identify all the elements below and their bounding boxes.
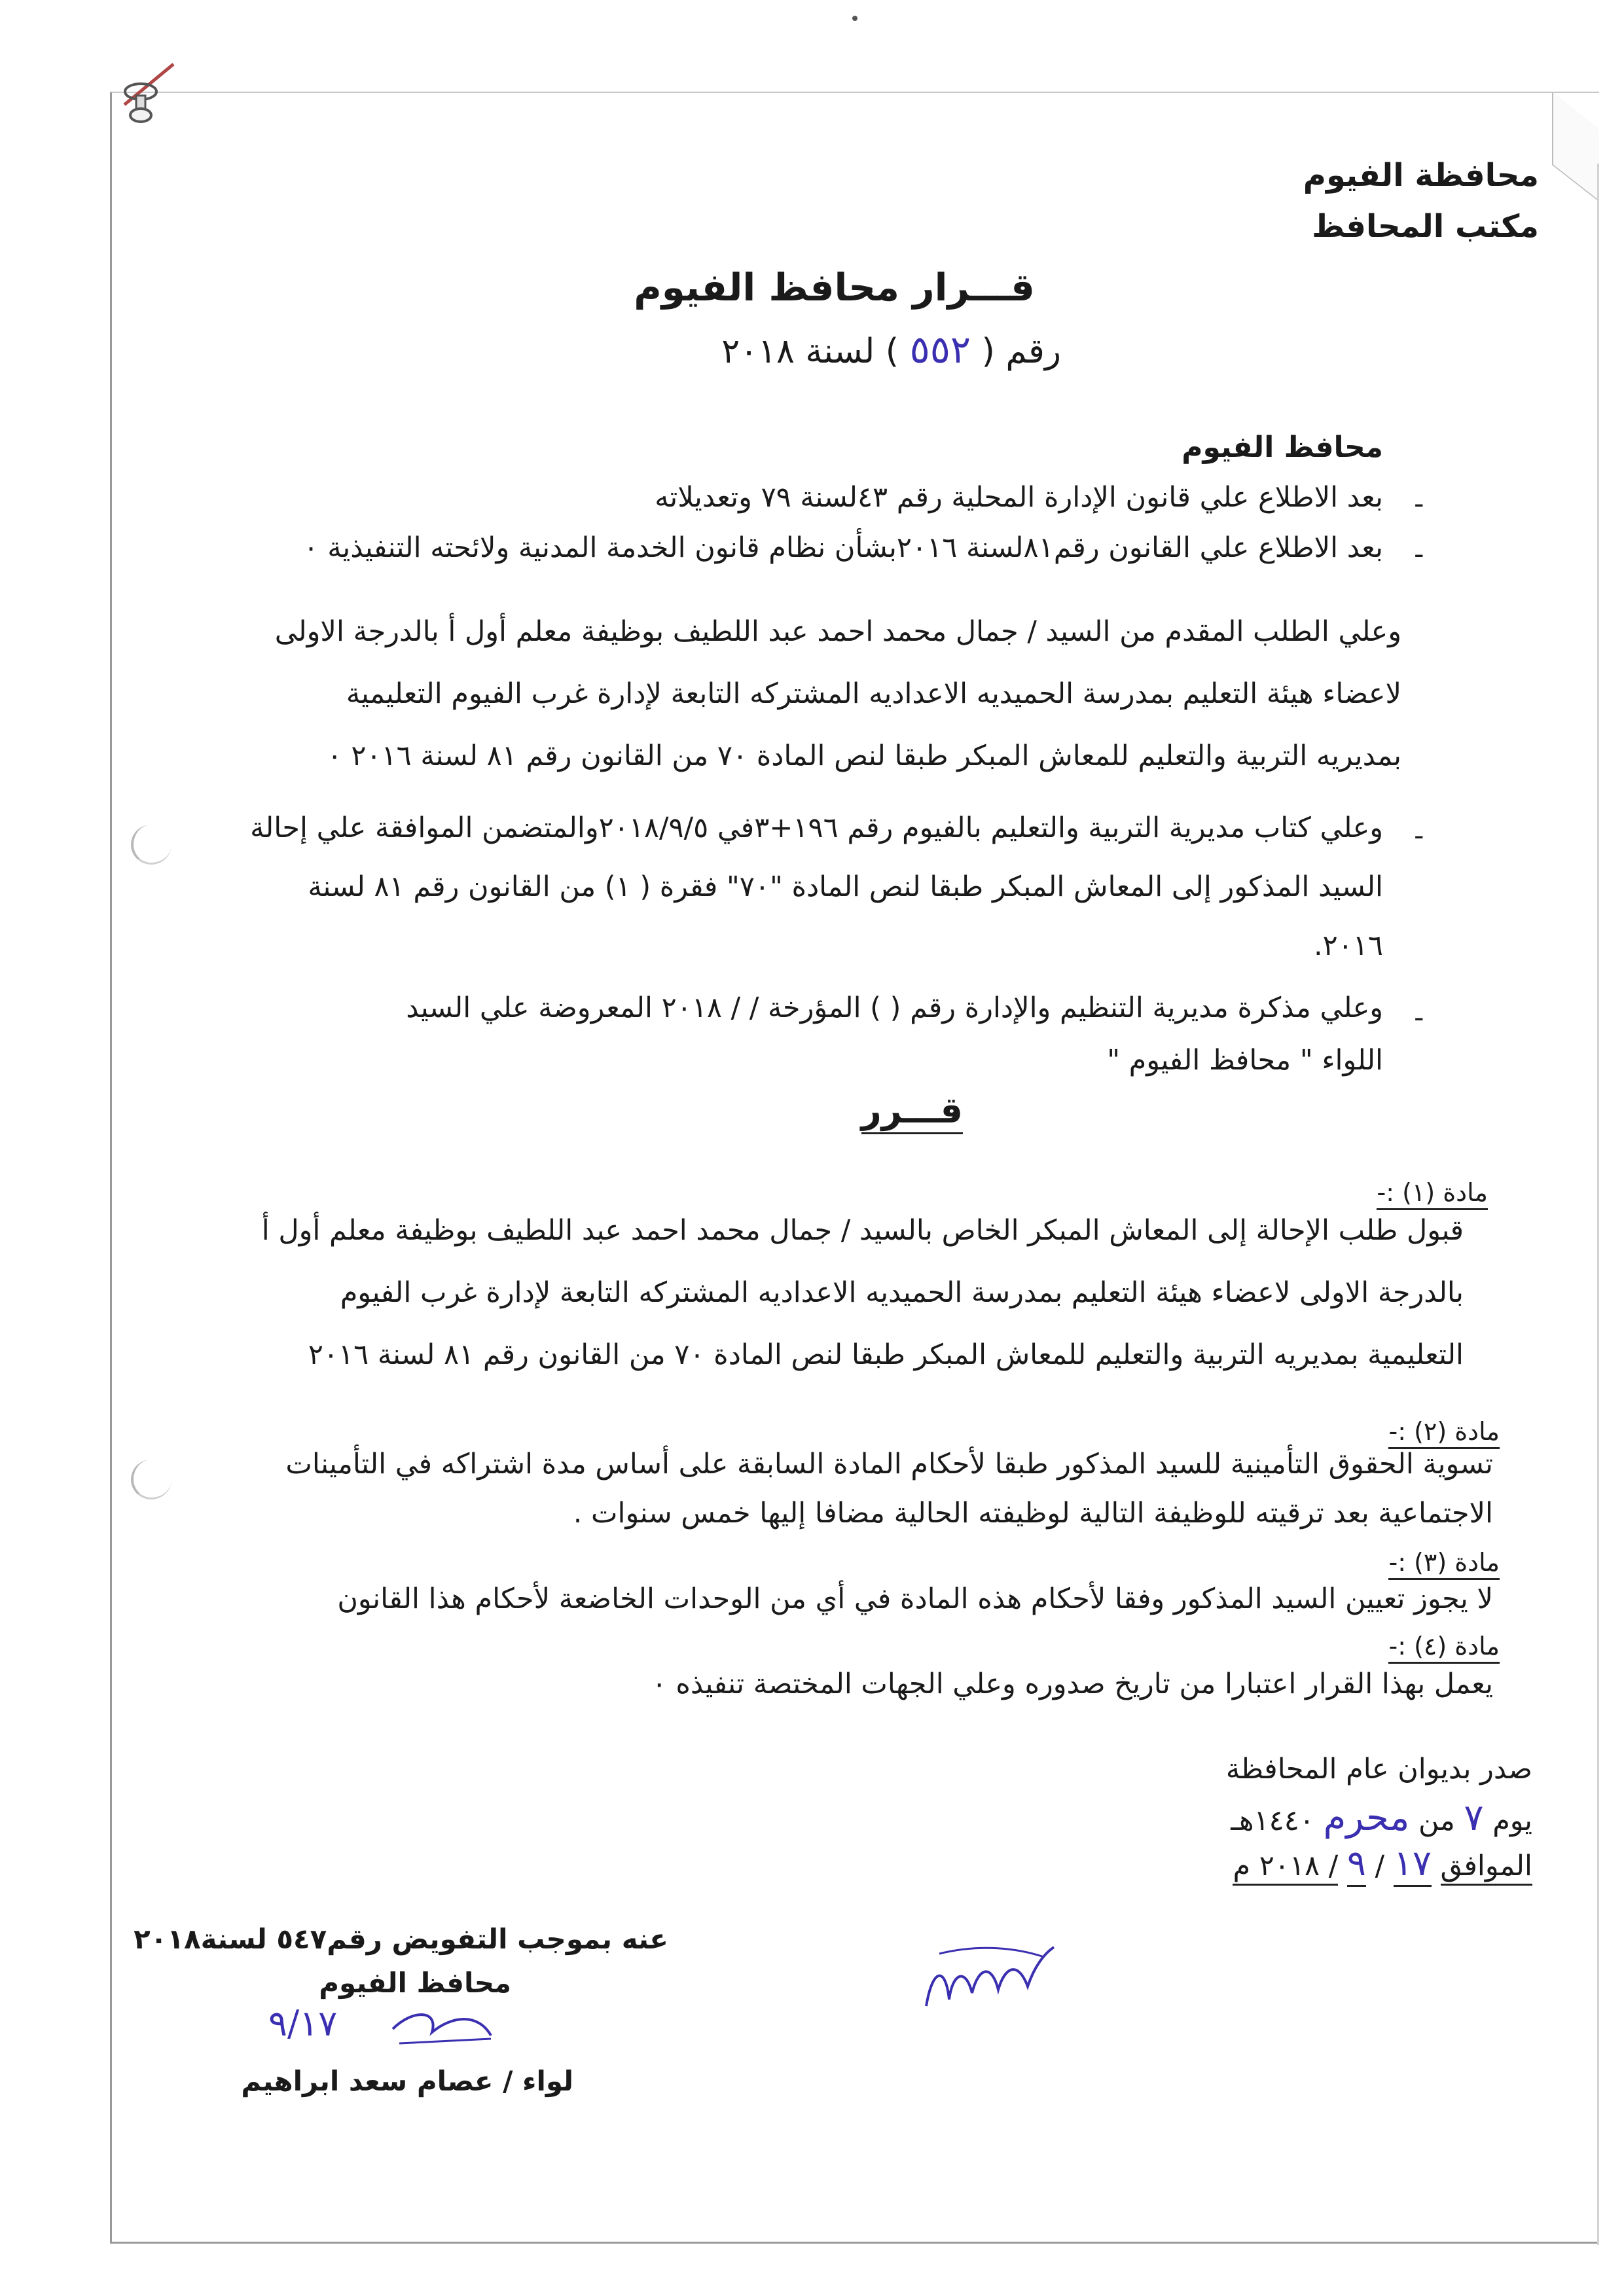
handwritten-month: محرم: [1323, 1797, 1410, 1839]
article-1-line-2: بالدرجة الاولى لاعضاء هيئة التعليم بمدرسة الحميديه الاعداديه المشتركه التابعة لإدارة غرب الفيوم: [340, 1276, 1464, 1309]
issued-gregorian-date: الموافق ١٧ / ٩ / ٢٠١٨ م: [1233, 1842, 1532, 1884]
decision-title: قـــرار محافظ الفيوم: [634, 265, 1035, 310]
memo-line-2: اللواء " محافظ الفيوم ": [1107, 1044, 1383, 1077]
preamble-item-1: بعد الاطلاع علي قانون الإدارة المحلية رقم ٤٣لسنة ٧٩ وتعديلاته: [655, 481, 1383, 514]
decision-number: رقم ( ٥٥٢ ) لسنة ٢٠١٨: [721, 327, 1061, 372]
issued-place: صدر بديوان عام المحافظة: [1225, 1753, 1532, 1785]
handwritten-initials: [386, 2003, 497, 2055]
request-line-2: لاعضاء هيئة التعليم بمدرسة الحميديه الاعداديه المشتركه التابعة لإدارة غرب الفيوم التعليمية: [346, 677, 1401, 710]
article-4-line-1: يعمل بهذا القرار اعتبارا من تاريخ صدوره وعلي الجهات المختصة تنفيذه ٠: [651, 1668, 1493, 1700]
bullet-dash: -: [1414, 1001, 1424, 1034]
page-edge: [1597, 164, 1599, 2245]
decision-number-handwritten: ٥٥٢: [909, 327, 971, 372]
request-line-3: بمديريه التربية والتعليم للمعاش المبكر طبقا لنص المادة ٧٠ من القانون رقم ٨١ لسنة ٢٠١٦ ٠: [327, 740, 1401, 772]
article-2-label: مادة (٢) :-: [1388, 1417, 1500, 1449]
preamble-heading: محافظ الفيوم: [1182, 431, 1383, 464]
article-3-line-1: لا يجوز تعيين السيد المذكور وفقا لأحكام هذه المادة في أي من الوحدات الخاضعة لأحكام هذا القانون: [337, 1583, 1493, 1615]
signatory-name: لواء / عصام سعد ابراهيم: [241, 2065, 573, 2097]
punch-hole: [131, 825, 171, 865]
bullet-dash: -: [1414, 488, 1424, 520]
decree-heading: قـــرر: [861, 1090, 963, 1134]
article-2-line-2: الاجتماعية بعد ترقيته للوظيفة التالية لوظيفته الحالية مضافا إليها خمس سنوات .: [573, 1497, 1493, 1530]
request-line-1: وعلي الطلب المقدم من السيد / جمال محمد احمد عبد اللطيف بوظيفة معلم أول أ بالدرجة الاولى: [274, 615, 1401, 648]
article-4-label: مادة (٤) :-: [1388, 1632, 1500, 1664]
letter-line-2: السيد المذكور إلى المعاش المبكر طبقا لنص المادة "٧٠" فقرة ( ١) من القانون رقم ٨١ لسنة: [308, 870, 1383, 903]
letter-line-3: ٢٠١٦.: [1313, 929, 1383, 962]
bullet-dash: -: [1414, 538, 1424, 571]
issued-hijri-date: يوم ٧ من محرم ١٤٤٠هـ: [1231, 1797, 1532, 1839]
handwritten-greg-month: ٩: [1347, 1842, 1366, 1887]
letterhead-office: مكتب المحافظ: [1312, 208, 1539, 245]
article-3-label: مادة (٣) :-: [1388, 1548, 1500, 1580]
letter-line-1: وعلي كتاب مديرية التربية والتعليم بالفيوم رقم ١٩٦+٣في ٢٠١٨/٩/٥والمتضمن الموافقة علي إحالة: [250, 812, 1383, 844]
article-2-line-1: تسوية الحقوق التأمينية للسيد المذكور طبقا لأحكام المادة السابقة على أساس مدة اشتراكه في التأمينات: [285, 1448, 1493, 1480]
handwritten-signature-date: ٩/١٧: [268, 2003, 338, 2044]
delegation-line: عنه بموجب التفويض رقم٥٤٧ لسنة٢٠١٨: [134, 1923, 668, 1955]
article-1-line-1: قبول طلب الإحالة إلى المعاش المبكر الخاص بالسيد / جمال محمد احمد عبد اللطيف بوظيفة معلم أول أ: [261, 1214, 1464, 1247]
bullet-dash: -: [1414, 819, 1424, 852]
handwritten-day: ٧: [1464, 1797, 1484, 1839]
push-pin-icon: [105, 59, 183, 137]
article-1-line-3: التعليمية بمديريه التربية والتعليم للمعاش المبكر طبقا لنص المادة ٧٠ من القانون رقم ٨١ لسنة ٢٠١٦: [308, 1338, 1464, 1371]
article-1-label: مادة (١) :-: [1377, 1178, 1488, 1210]
preamble-item-2: بعد الاطلاع علي القانون رقم٨١لسنة ٢٠١٦بشأن نظام قانون الخدمة المدنية ولائحته التنفيذية ٠: [303, 531, 1383, 564]
letterhead-governorate: محافظة الفيوم: [1303, 157, 1539, 194]
handwritten-greg-day: ١٧: [1394, 1842, 1432, 1887]
signatory-title: محافظ الفيوم: [319, 1967, 511, 1999]
scan-mark: [852, 16, 857, 21]
punch-hole: [131, 1460, 171, 1499]
memo-line-1: وعلي مذكرة مديرية التنظيم والإدارة رقم ( ) المؤرخة / / ٢٠١٨ المعروضة علي السيد: [406, 992, 1383, 1024]
paper-sheet: [110, 92, 1599, 2244]
handwritten-signature: [913, 1928, 1064, 2026]
